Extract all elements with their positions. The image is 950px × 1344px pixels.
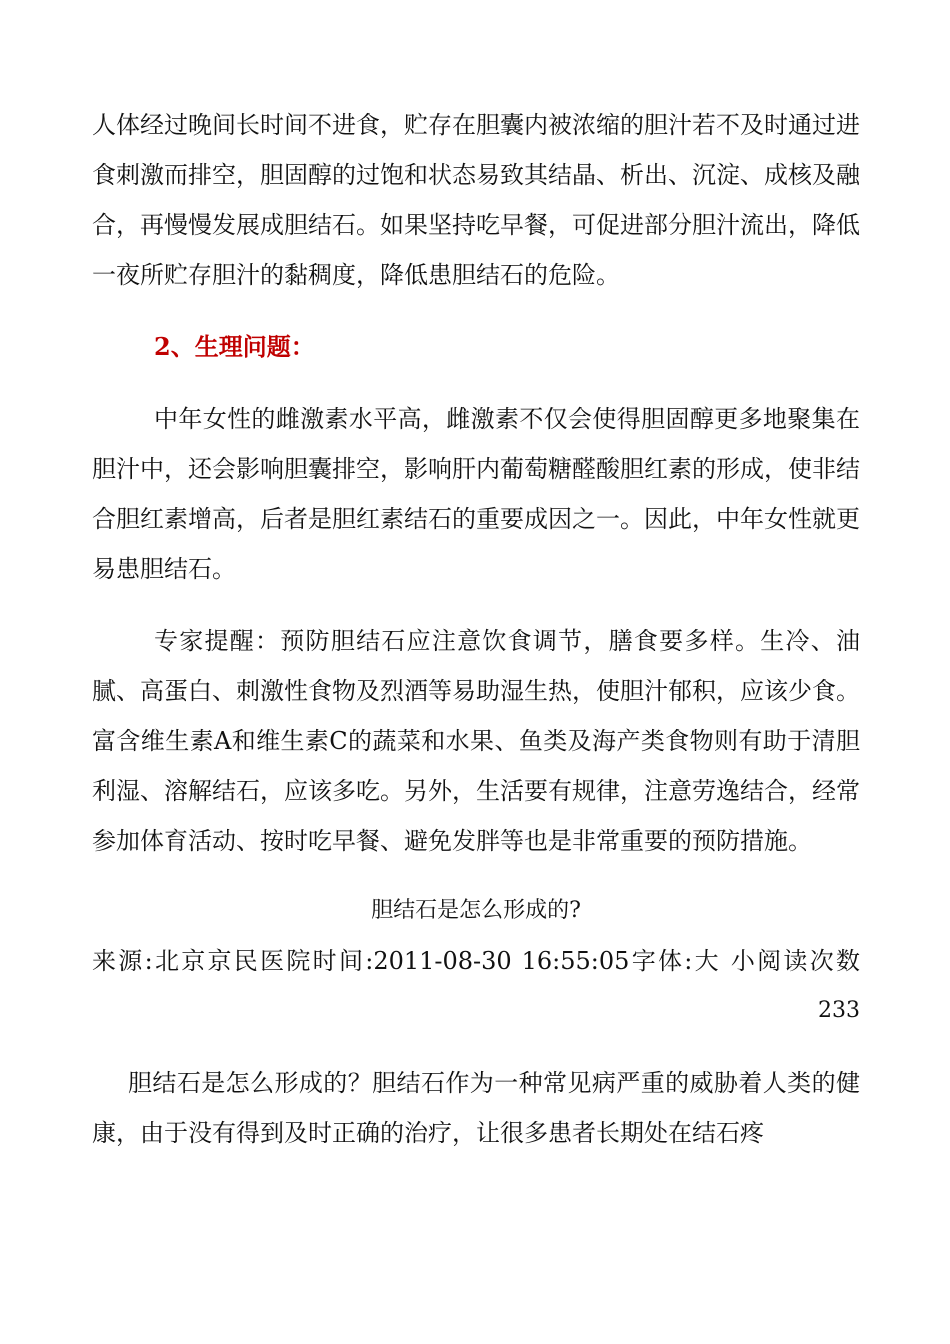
- document-page: [92, 100, 860, 1158]
- paragraph-estrogen: 中年女性的雌激素水平高，雌激素不仅会使得胆固醇更多地聚集在胆汁中，还会影响胆囊排空，影响肝内葡萄糖醛酸胆红素的形成，使非结合胆红素增高，后者是胆红素结石的重要成因之一。因此，中年女性就更易患胆结石。: [92, 405, 860, 583]
- section-heading-physiology: 2、生理问题：: [154, 332, 315, 361]
- article-title: 胆结石是怎么形成的?: [371, 898, 581, 923]
- article-meta-line: 来源:北京京民医院时间:2011-08-30 16:55:05字体:大 小阅读次数: [92, 947, 860, 975]
- paragraph-gallstone-intro: 胆结石是怎么形成的？胆结石作为一种常见病严重的威胁着人类的健康，由于没有得到及时正确的治疗，让很多患者长期处在结石疼: [92, 1069, 860, 1147]
- paragraph-breakfast-gallbladder: 人体经过晚间长时间不进食，贮存在胆囊内被浓缩的胆汁若不及时通过进食刺激而排空，胆固醇的过饱和状态易致其结晶、析出、沉淀、成核及融合，再慢慢发展成胆结石。如果坚持吃早餐，可促进部分胆汁流出，降低一夜所贮存胆汁的黏稠度，降低患胆结石的危险。: [92, 111, 860, 289]
- paragraph-expert-advice: 专家提醒：预防胆结石应注意饮食调节，膳食要多样。生冷、油腻、高蛋白、刺激性食物及烈酒等易助湿生热，使胆汁郁积，应该少食。富含维生素A和维生素C的蔬菜和水果、鱼类及海产类食物则有助于清胆利湿、溶解结石，应该多吃。另外，生活要有规律，注意劳逸结合，经常参加体育活动、按时吃早餐、避免发胖等也是非常重要的预防措施。: [92, 627, 860, 855]
- read-count: 233: [818, 998, 860, 1023]
